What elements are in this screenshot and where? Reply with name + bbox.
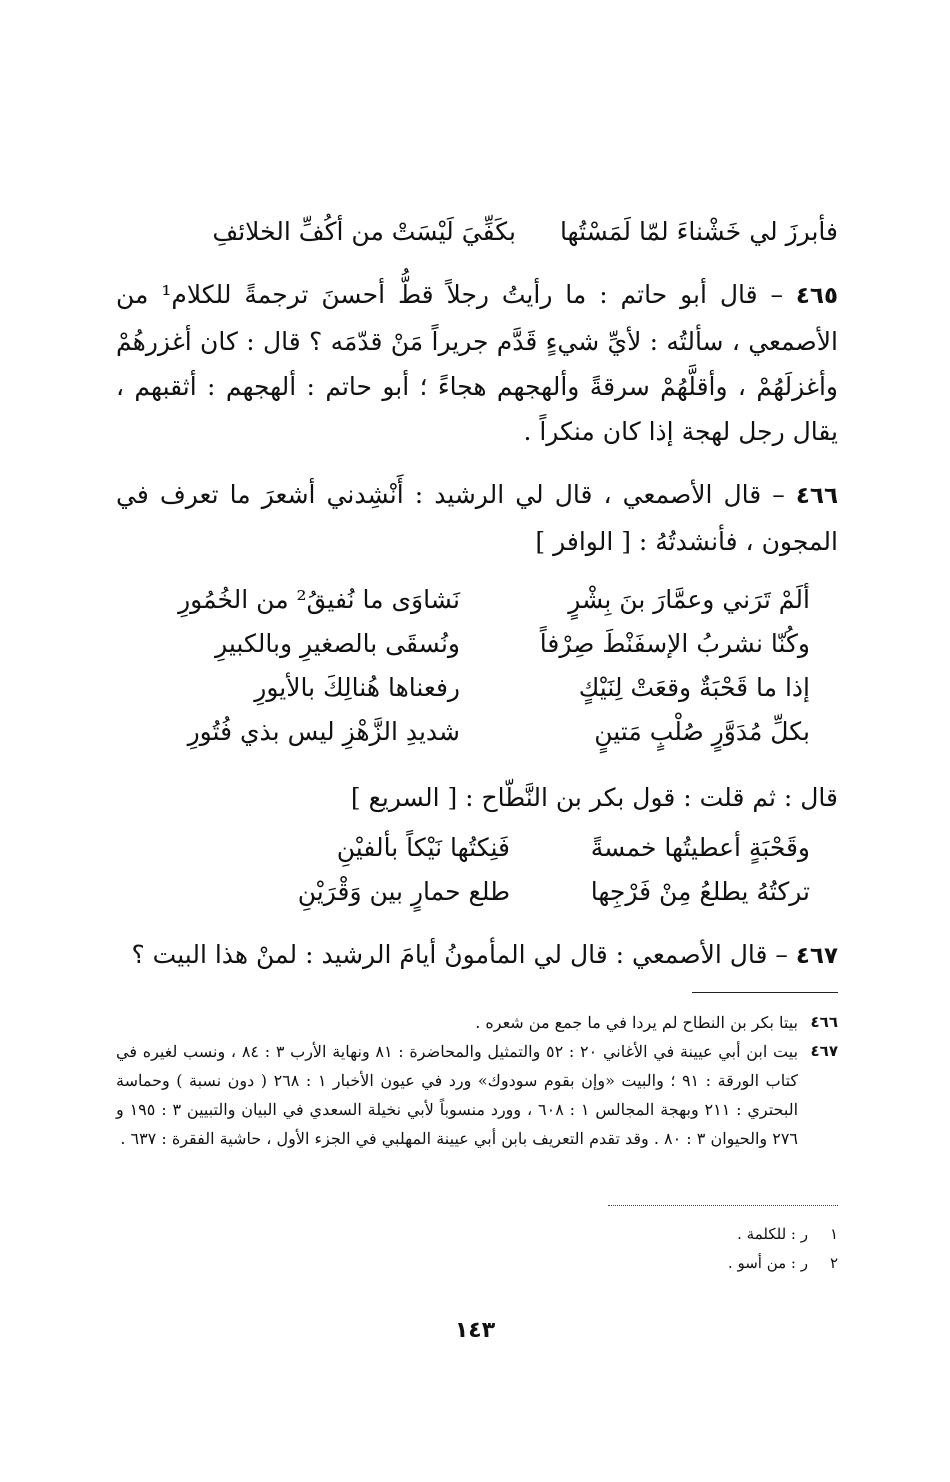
hemistich-2: ونُسقَى بالصغيرِ وبالكبيرِ <box>215 629 460 658</box>
hemistich-1: وقَحْبَةٍ أعطيتُها خمسةً <box>590 833 810 862</box>
paragraph-text: – قال أبو حاتم : ما رأيتُ رجلاً قطُّ أحسنَ ترجمةً للكلام¹ من الأصمعي ، سألتُه : لأيِّ شيءٍ قَدَّم جريراً مَنْ قدّمَه ؟ قال : كان أغزرهُمْ وأغزلَهُمْ ، وأقلَّهُمْ سرقةً وألهجهم هجاءً ؛ أبو حاتم : ألهجهم : أثقبهم ، يقال رجل لهجة إذا كان منكراً . <box>116 280 838 446</box>
paragraph-466-continued <box>116 775 838 820</box>
footnote-separator <box>692 992 838 993</box>
verse-hemistich-2: بكَفِّيَ لَيْسَتْ من أكُفِّ الخلائفِ <box>212 217 516 246</box>
hemistich-2: فَنِكتُها نَيْكاً بألفيْنِ <box>336 833 510 862</box>
hemistich-2: نَشاوَى ما نُفيقُ² من الخُمُورِ <box>178 585 460 614</box>
paragraph-number: ٤٦٥ <box>795 283 838 309</box>
poem-block-2 <box>210 826 810 914</box>
variant-number: ١ <box>829 1225 838 1243</box>
poem-line <box>210 870 810 914</box>
hemistich-1: وكُنّا نشربُ الإسفَنْطَ صِرْفاً <box>539 629 810 658</box>
note-466 <box>116 1008 838 1037</box>
poem-line <box>145 666 810 710</box>
note-number: ٤٦٦ <box>810 1013 838 1031</box>
manuscript-variants <box>438 1220 838 1278</box>
hemistich-2: رفعناها هُنالِكَ بالأيورِ <box>254 673 460 702</box>
poem-line <box>145 578 810 622</box>
variant-number: ٢ <box>829 1254 838 1272</box>
paragraph-466 <box>116 472 838 564</box>
variant-note <box>438 1249 838 1278</box>
poem-line <box>145 622 810 666</box>
note-467 <box>116 1037 838 1153</box>
paragraph-465 <box>116 272 838 454</box>
poem-line <box>145 710 810 754</box>
opening-verse <box>0 210 838 254</box>
hemistich-2: طلع حمارٍ بين وَقْرَيْنِ <box>297 877 510 906</box>
note-text: بيتا بكر بن النطاح لم يردا في ما جمع من شعره . <box>475 1013 798 1032</box>
commentary-notes <box>116 1008 838 1153</box>
paragraph-number: ٤٦٧ <box>795 943 838 969</box>
paragraph-text: – قال الأصمعي ، قال لي الرشيد : أَنْشِدني أشعرَ ما تعرف في المجون ، فأنشدتُهُ : [ الوافر ] <box>116 480 838 556</box>
paragraph-text: قال : ثم قلت : قول بكر بن النَّطّاح : [ السريع ] <box>350 783 838 812</box>
note-number: ٤٦٧ <box>810 1042 838 1060</box>
page-number: ١٤٣ <box>454 1318 496 1343</box>
paragraph-text: – قال الأصمعي : قال لي المأمونُ أيامَ الرشيد : لمنْ هذا البيت ؟ <box>131 940 788 969</box>
hemistich-1: تركتُهُ يطلعُ مِنْ فَرْجِها <box>590 877 810 906</box>
variant-text: ر : للكلمة . <box>737 1225 808 1243</box>
hemistich-1: إذا ما قَحْبَةٌ وقعَتْ لِنَيْكٍ <box>578 673 810 702</box>
variant-text: ر : من أسو . <box>727 1254 808 1272</box>
verse-hemistich-1: فأبرزَ لي خَشْناءَ لمّا لَمَسْتُها <box>559 217 838 246</box>
hemistich-1: ألَمْ تَرَني وعمَّارَ بنَ بِشْرٍ <box>568 585 810 614</box>
hemistich-2: شديدِ الزَّهْزِ ليس بذي فُتُورِ <box>187 717 460 746</box>
poem-line <box>210 826 810 870</box>
note-text: بيت ابن أبي عيينة في الأغاني ٢٠ : ٥٢ والتمثيل والمحاضرة : ٨١ ونهاية الأرب ٣ : ٨٤ ، ونسب لغيره في كتاب الورقة : ٩١ ؛ والبيت «وإن بقوم سودوك» ورد في عيون الأخبار ١ : ٢٦٨ ( دون نسبة ) وحماسة البحتري : ٢١١ وبهجة المجالس ١ : ٦٠٨ ، وورد منسوباً لأبي نخيلة السعدي في البيان والتبيين ٣ : ١٩٥ و ٢٧٦ والحيوان ٣ : ٨٠ . وقد تقدم التعريف بابن أبي عيينة المهلبي في الجزء الأول ، حاشية الفقرة : ٦٣٧ . <box>116 1042 799 1148</box>
poem-block-1 <box>145 578 810 754</box>
paragraph-number: ٤٦٦ <box>795 483 838 509</box>
dotted-separator <box>608 1205 838 1206</box>
paragraph-467 <box>116 932 838 979</box>
variant-note <box>438 1220 838 1249</box>
hemistich-1: بكلِّ مُدَوَّرٍ صُلْبٍ مَتينٍ <box>594 717 810 746</box>
